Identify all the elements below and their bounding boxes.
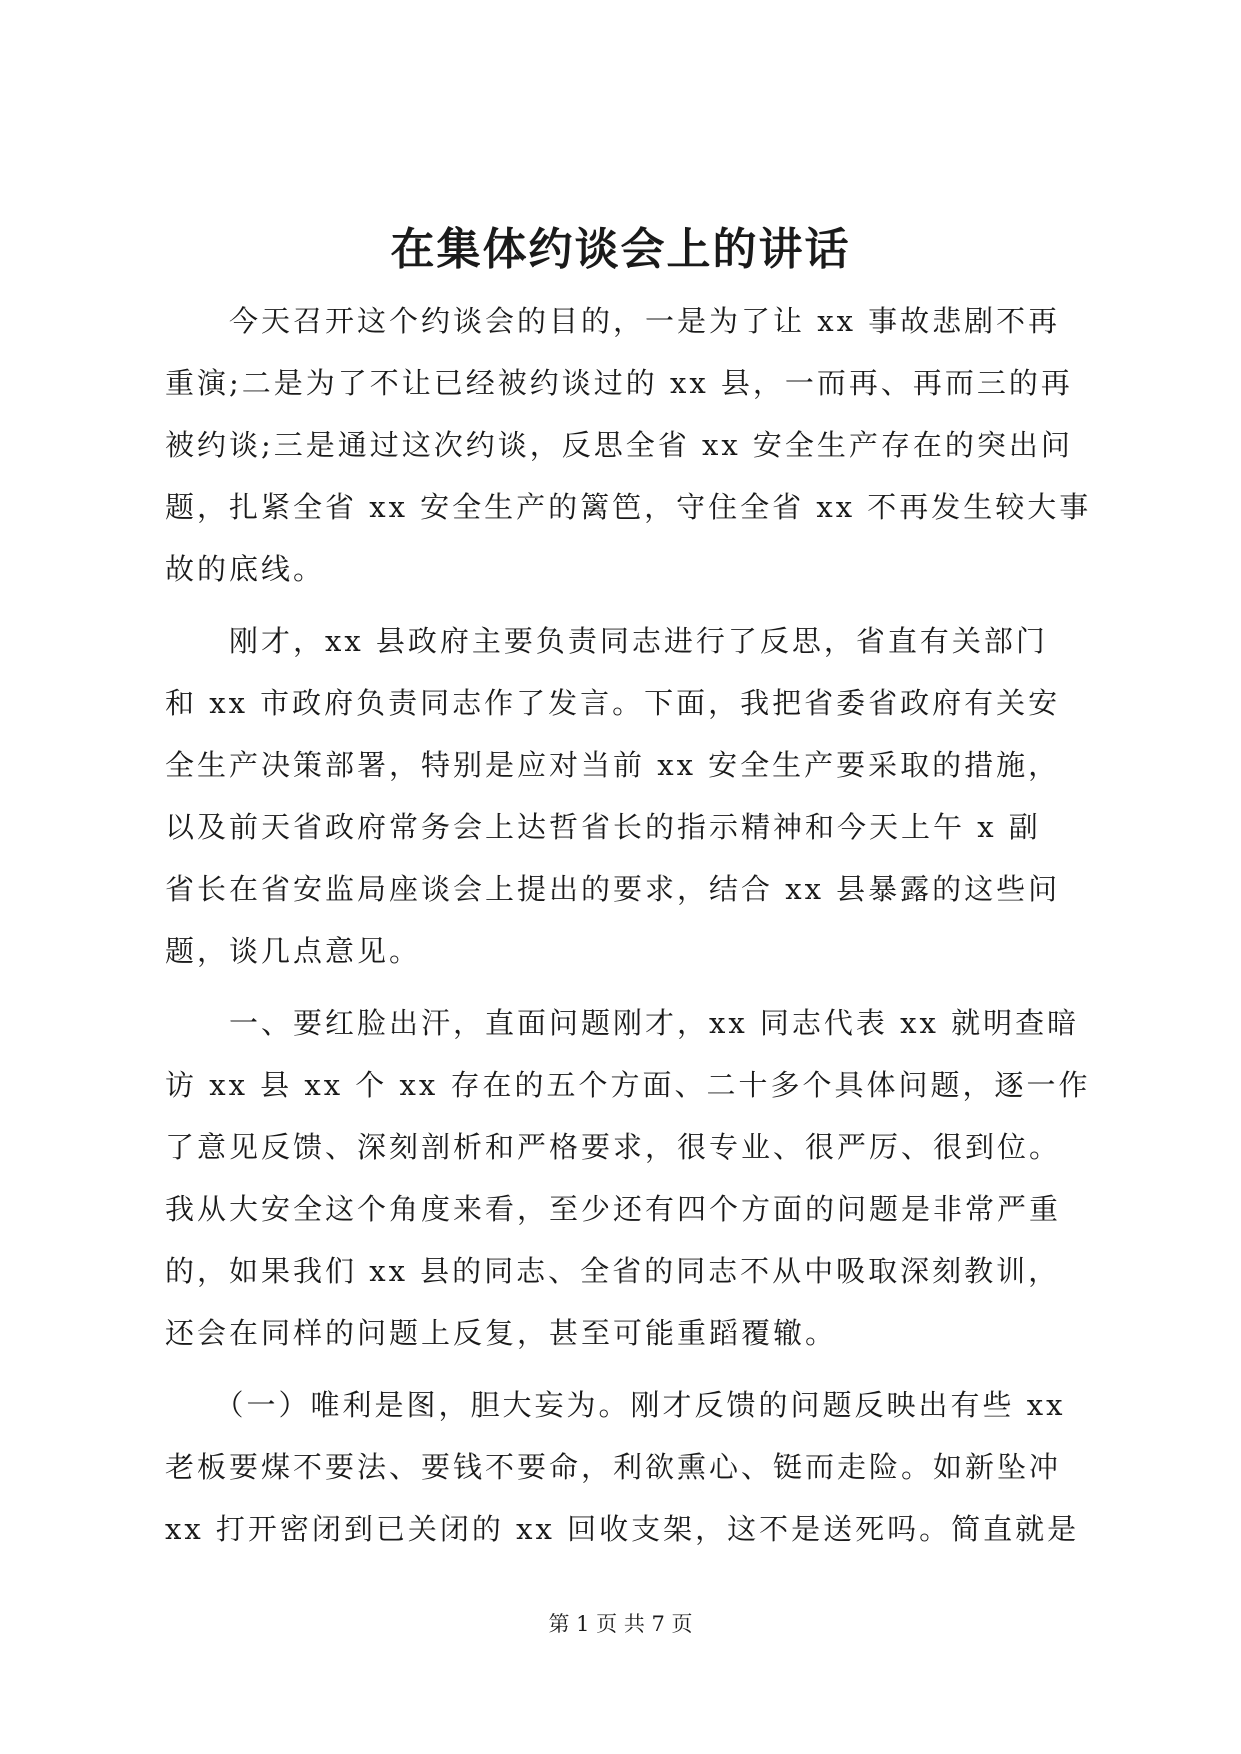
paragraph-line: 省长在省安监局座谈会上提出的要求，结合 xx 县暴露的这些问	[165, 872, 1061, 906]
paragraph-line: 还会在同样的问题上反复，甚至可能重蹈覆辙。	[165, 1316, 838, 1350]
document-body	[165, 290, 1092, 1560]
paragraph-line: 重演;二是为了不让已经被约谈过的 xx 县，一而再、再而三的再	[165, 366, 1073, 400]
paragraph-line: 以及前天省政府常务会上达哲省长的指示精神和今天上午 x 副	[165, 810, 1041, 844]
paragraph-gap	[165, 600, 1075, 610]
paragraph-line: 一、要红脸出汗，直面问题刚才，xx 同志代表 xx 就明查暗	[165, 1006, 1080, 1040]
paragraph-line: 访 xx 县 xx 个 xx 存在的五个方面、二十多个具体问题，逐一作	[165, 1068, 1091, 1102]
page-footer: 第 1 页 共 7 页	[548, 1612, 693, 1636]
paragraph-line: 题，谈几点意见。	[165, 934, 422, 968]
paragraph-line: 的，如果我们 xx 县的同志、全省的同志不从中吸取深刻教训，	[165, 1254, 1061, 1288]
paragraph-gap	[165, 1364, 1075, 1374]
paragraph-line: 我从大安全这个角度来看，至少还有四个方面的问题是非常严重	[165, 1192, 1062, 1226]
paragraph-line: 了意见反馈、深刻剖析和严格要求，很专业、很严厉、很到位。	[165, 1130, 1062, 1164]
document-title: 在集体约谈会上的讲话	[390, 224, 851, 275]
paragraph-line: 和 xx 市政府负责同志作了发言。下面，我把省委省政府有关安	[165, 686, 1061, 720]
paragraph-line: 题，扎紧全省 xx 安全生产的篱笆，守住全省 xx 不再发生较大事	[165, 490, 1092, 524]
paragraph-line: 被约谈;三是通过这次约谈，反思全省 xx 安全生产存在的突出问	[165, 428, 1073, 462]
paragraph-line: 故的底线。	[165, 552, 326, 586]
paragraph-line: 刚才，xx 县政府主要负责同志进行了反思，省直有关部门	[165, 624, 1048, 658]
paragraph-line: 全生产决策部署，特别是应对当前 xx 安全生产要采取的措施，	[165, 748, 1061, 782]
paragraph-line: 今天召开这个约谈会的目的，一是为了让 xx 事故悲剧不再	[165, 304, 1061, 338]
paragraph-line: （一）唯利是图，胆大妄为。刚才反馈的问题反映出有些 xx	[165, 1388, 1066, 1422]
paragraph-line: xx 打开密闭到已关闭的 xx 回收支架，这不是送死吗。简直就是	[165, 1512, 1080, 1546]
paragraph-line: 老板要煤不要法、要钱不要命，利欲熏心、铤而走险。如新坠冲	[165, 1450, 1062, 1484]
paragraph-gap	[165, 982, 1075, 992]
